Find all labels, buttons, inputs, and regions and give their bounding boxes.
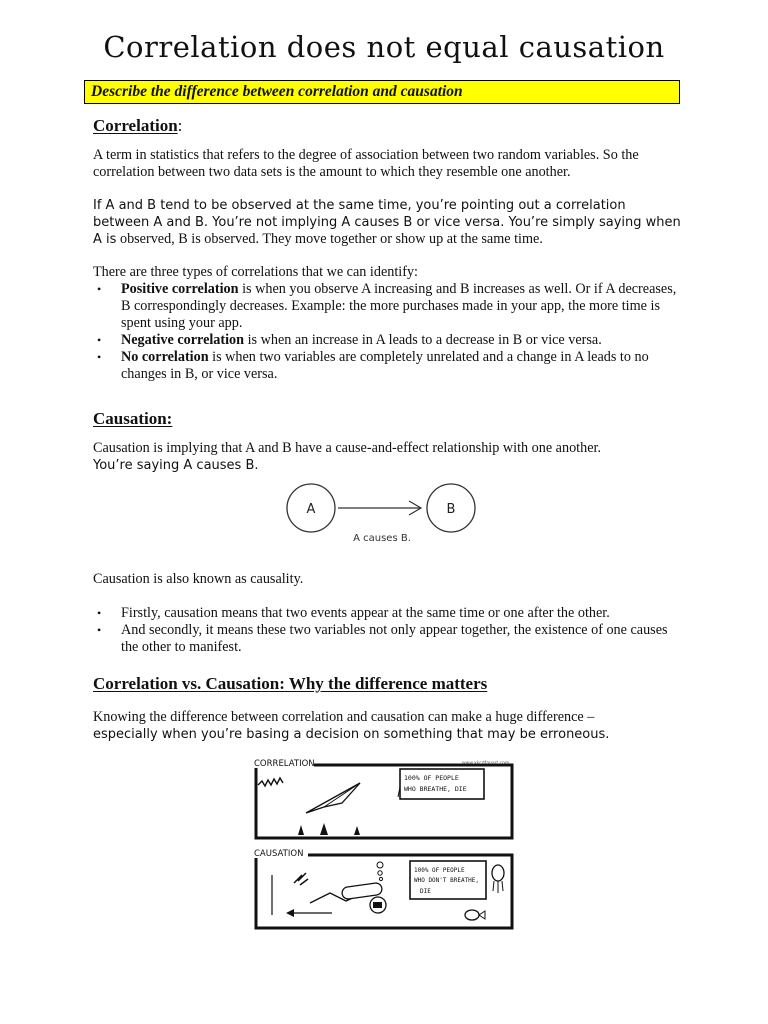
- causation-paragraph-1-part-b: You’re saying A causes B.: [93, 458, 259, 473]
- panel1-caption-line-1: 100% OF PEOPLE: [404, 774, 459, 782]
- causation-paragraph-1-part-a: Causation is implying that A and B have a cause-and-effect relationship with one another.: [93, 440, 601, 456]
- panel1-caption-line-2: WHO BREATHE, DIE: [404, 785, 467, 793]
- list-item-term: No correlation: [121, 349, 209, 365]
- list-item: [93, 622, 683, 656]
- list-item-text: is when two variables are completely unrelated and a change in A leads to no changes in B, or vice versa.: [121, 349, 649, 382]
- bullet-icon: •: [97, 350, 102, 364]
- correlation-types-list: [93, 281, 683, 383]
- node-a-label: A: [306, 502, 316, 517]
- causation-paragraph-2: Causation is also known as causality.: [93, 571, 304, 587]
- list-item-term: Negative correlation: [121, 332, 245, 348]
- jellyfish-icon: [492, 865, 504, 881]
- correlation-types-intro: There are three types of correlations that we can identify:: [93, 264, 418, 280]
- bullet-icon: •: [97, 333, 102, 347]
- difference-paragraph: [93, 709, 683, 743]
- list-item-text: Firstly, causation means that two events appear at the same time or one after the other.: [121, 605, 610, 621]
- list-item-text: And secondly, it means these two variables not only appear together, the existence of one causes the other to manifest.: [121, 622, 668, 655]
- fish-icon: [465, 910, 479, 920]
- correlation-heading: [93, 116, 182, 136]
- list-item-term: Positive correlation: [121, 281, 239, 297]
- panel2-caption-line-1: 100% OF PEOPLE: [414, 867, 465, 874]
- panel1-label: CORRELATION: [254, 759, 315, 769]
- correlation-paragraph-2: [93, 197, 683, 248]
- difference-paragraph-part-a: Knowing the difference between correlation and causation can make a huge difference –: [93, 709, 595, 725]
- correlation-heading-text: Correlation: [93, 116, 178, 135]
- list-item-text: is when an increase in A leads to a decrease in B or vice versa.: [244, 332, 602, 348]
- difference-heading: Correlation vs. Causation: Why the difference matters: [93, 674, 488, 693]
- list-item: [93, 605, 683, 622]
- list-item: [93, 281, 683, 332]
- node-b-label: B: [446, 502, 456, 517]
- bullet-icon: •: [97, 623, 102, 637]
- cartoon-panel-correlation: [252, 757, 512, 838]
- correlation-definition: A term in statistics that refers to the degree of association between two random variables. So the correlation between two data sets is the amount to which they resemble one another.: [93, 147, 639, 180]
- bubble-icon: [378, 871, 382, 875]
- bullet-icon: •: [97, 606, 102, 620]
- page-title: Correlation does not equal causation: [103, 30, 665, 64]
- correlation-paragraph-2-part-a: If A and B tend to be observed at the same time, you’re pointing out a correlation between A and B. You’re not implying A causes B or vice versa. You’re simply saying when A is: [93, 198, 681, 247]
- causation-points-list: [93, 605, 683, 656]
- cartoon-panel-causation: [252, 847, 512, 928]
- correlation-causation-cartoon: [250, 755, 518, 931]
- list-item: [93, 349, 683, 383]
- bullet-icon: •: [97, 282, 102, 296]
- bubble-icon: [377, 862, 383, 868]
- list-item: [93, 332, 683, 349]
- bubble-icon: [379, 877, 382, 880]
- instruction-box: Describe the difference between correlation and causation: [84, 80, 680, 104]
- causation-diagram: [280, 478, 490, 550]
- panel2-caption-line-2: WHO DON'T BREATHE,: [414, 877, 480, 884]
- diagram-caption: A causes B.: [353, 533, 411, 544]
- list-item-text: is when you observe A increasing and B increases as well. Or if A decreases, B correspondingly decreases. Example: the more purchases made in your app, the more time is spent using your app.: [121, 281, 677, 331]
- correlation-paragraph-2-part-b: observed, B is observed. They move together or show up at the same time.: [119, 231, 543, 247]
- correlation-heading-colon: :: [177, 116, 183, 135]
- causation-paragraph-1: [93, 440, 683, 474]
- difference-paragraph-part-b: especially when you’re basing a decision on something that may be erroneous.: [93, 727, 610, 742]
- causation-heading: Causation:: [93, 409, 173, 428]
- panel2-label: CAUSATION: [254, 849, 304, 859]
- panel2-caption-line-3: DIE: [420, 888, 431, 895]
- panel1-site: www.xkcdfanart.com: [462, 761, 510, 766]
